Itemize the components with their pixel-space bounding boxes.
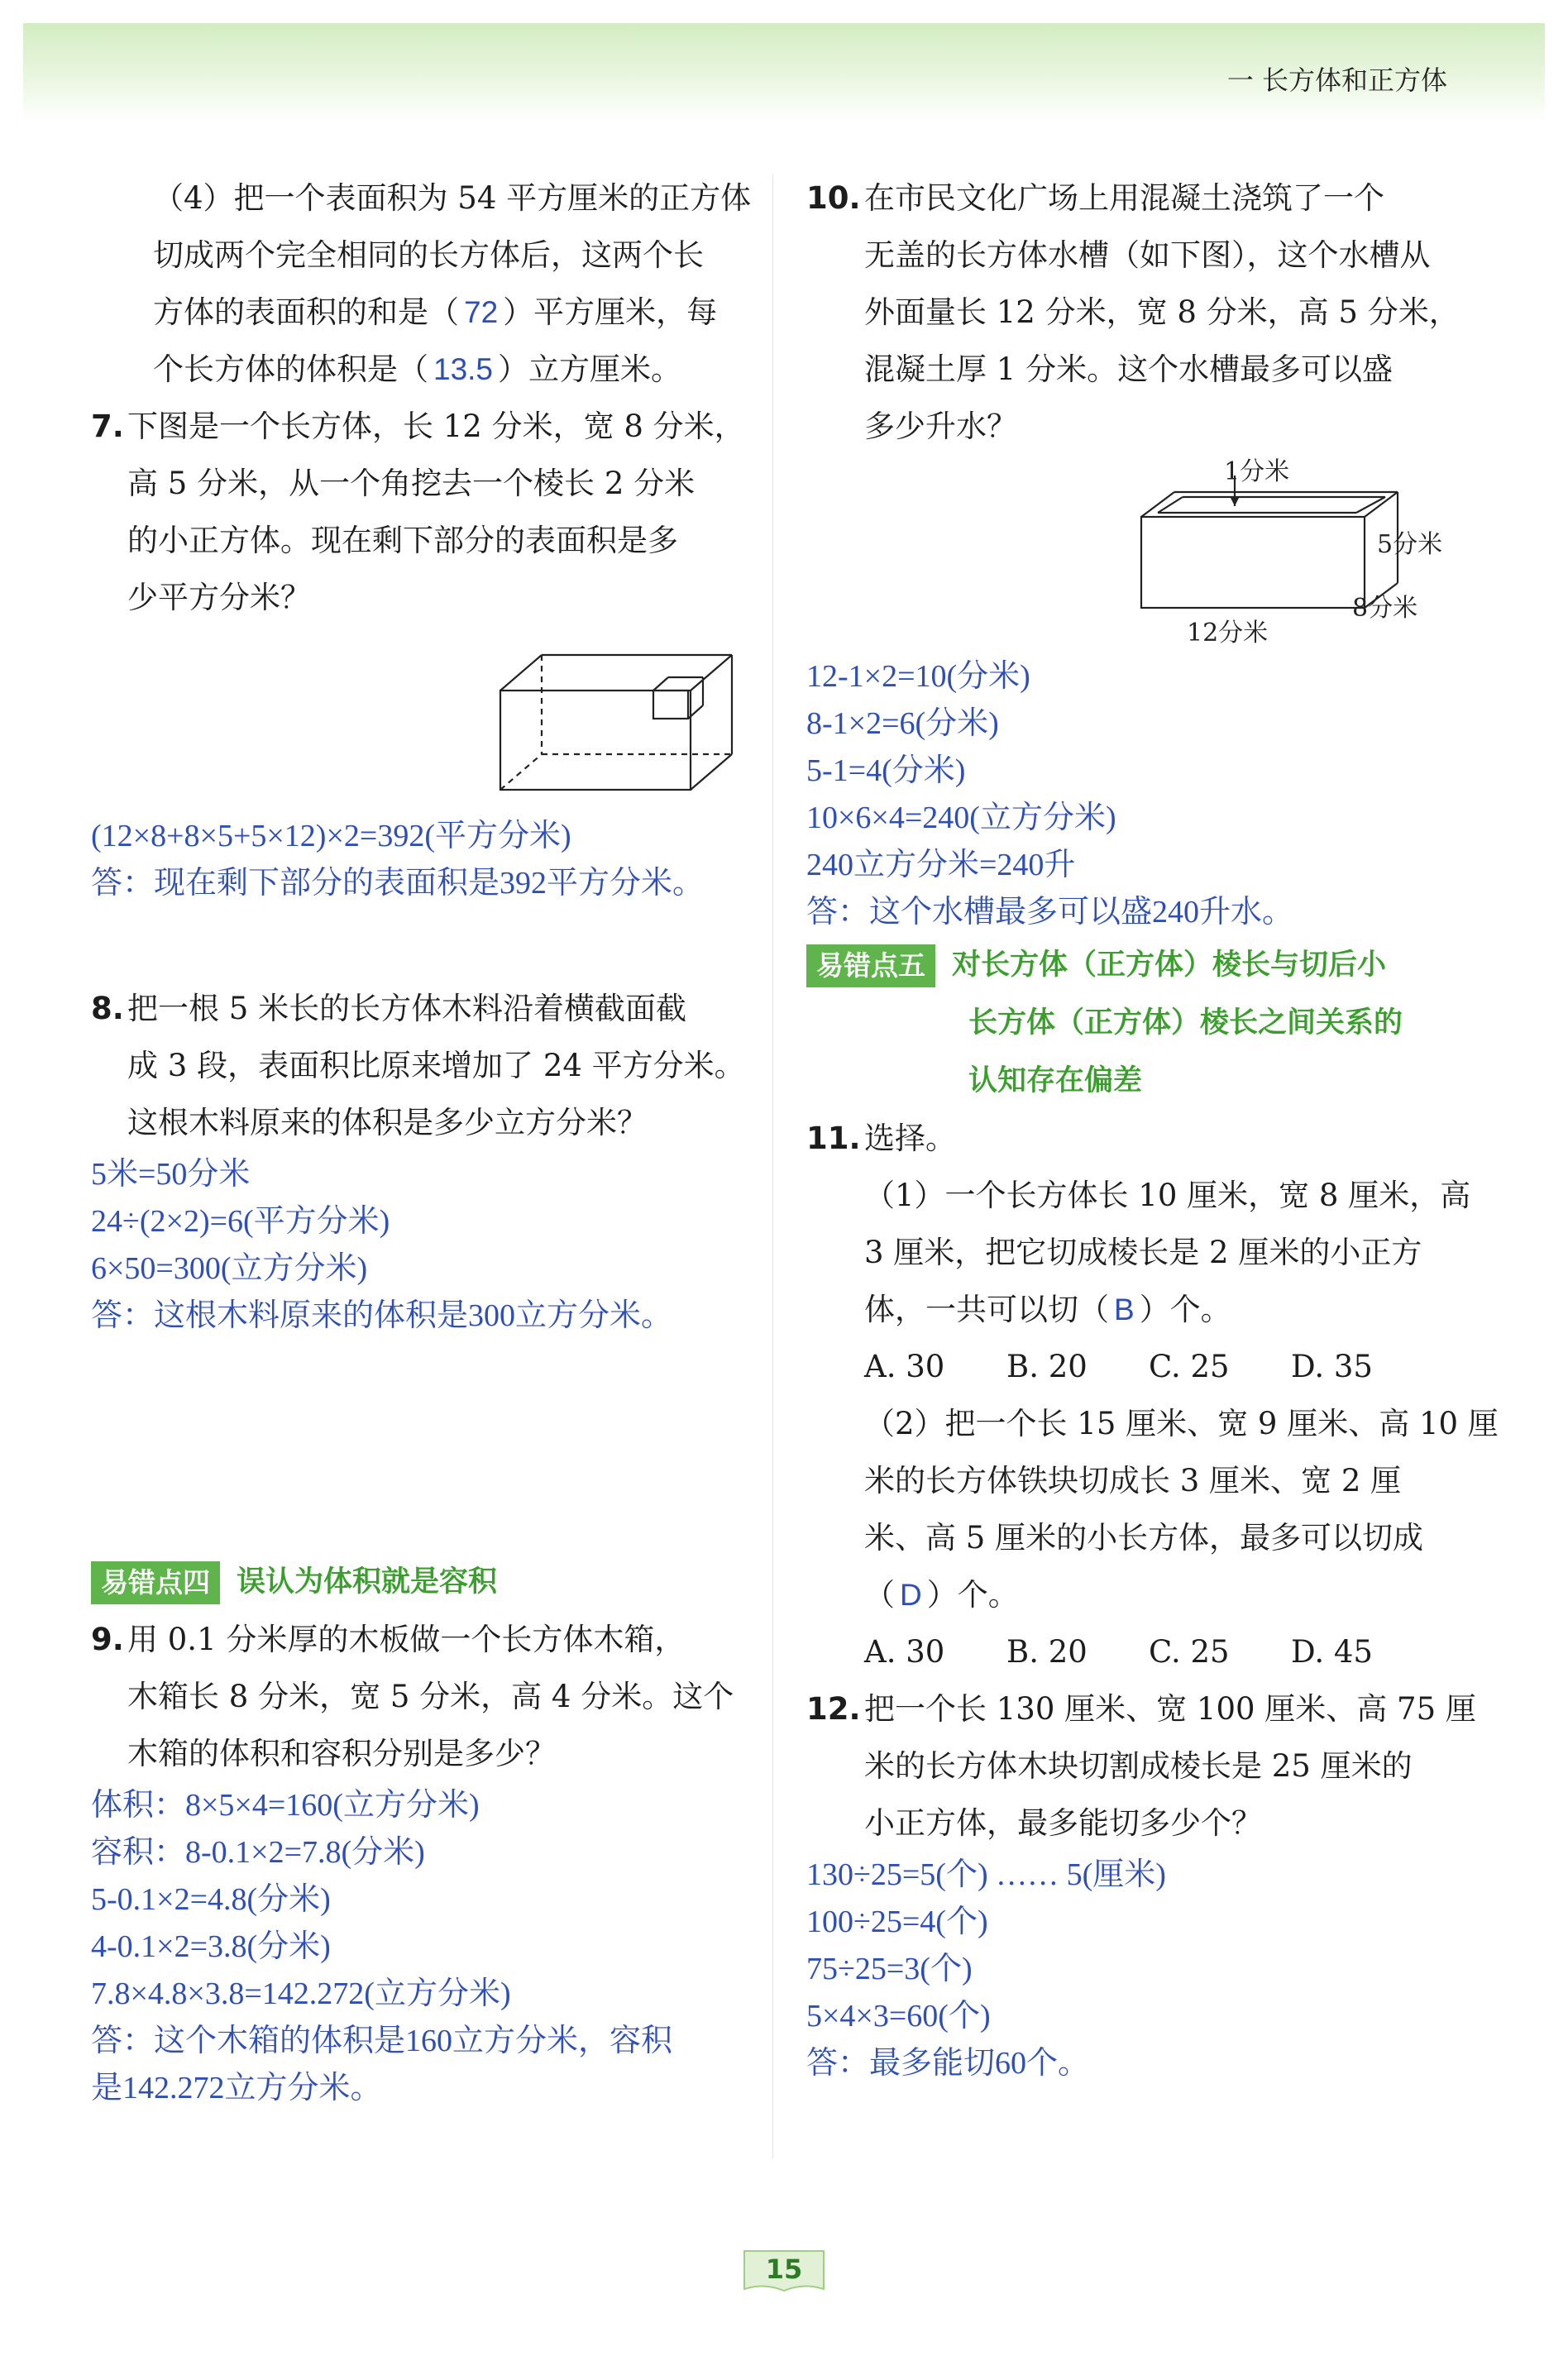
q8-answer-line1: 5米=50分米 bbox=[91, 1157, 251, 1192]
q12-answer-line5: 答：最多能切60个。 bbox=[806, 2046, 1090, 2081]
q7-line4: 少平方分米？ bbox=[127, 580, 311, 615]
q12-line3: 小正方体，最多能切多少个？ bbox=[864, 1805, 1262, 1841]
mistake-point-4: 易错点四 误认为体积就是容积 bbox=[91, 1553, 744, 1611]
q10-line2: 无盖的长方体水槽（如下图），这个水槽从 bbox=[864, 237, 1431, 273]
q10-answer-line5: 240立方分米=240升 bbox=[806, 848, 1076, 882]
q9-answer-line3: 5-0.1×2=4.8(分米) bbox=[91, 1882, 331, 1917]
q7-answer-line2: 答：现在剩下部分的表面积是392平方分米。 bbox=[91, 866, 705, 901]
q8-number: 8. bbox=[91, 991, 124, 1026]
q12-answer-line2: 100÷25=4(个) bbox=[806, 1905, 988, 1939]
q11-part2-line3: 米、高 5 厘米的小长方体，最多可以切成 bbox=[864, 1520, 1424, 1556]
q12-line2: 米的长方体木块切割成棱长是 25 厘米的 bbox=[864, 1748, 1413, 1784]
q7-number: 7. bbox=[91, 409, 124, 444]
option-b: B. 20 bbox=[1006, 1349, 1088, 1384]
q12-answer-line1: 130÷25=5(个) …… 5(厘米) bbox=[806, 1857, 1166, 1892]
q9-answer-line6: 答：这个木箱的体积是160立方分米，容积 bbox=[91, 2024, 673, 2058]
q7-figure bbox=[91, 626, 744, 800]
q11-part1-line3: 体，一共可以切（ B ）个。 bbox=[864, 1292, 1231, 1327]
mistake-point-5: 易错点五 对长方体（正方体）棱长与切后小 bbox=[806, 936, 1460, 994]
option-c: C. 25 bbox=[1149, 1349, 1230, 1384]
q11-title: 11. 选择。 bbox=[806, 1110, 1460, 1167]
q8-line1: 8. 把一根 5 米长的长方体木料沿着横截面截 bbox=[91, 980, 744, 1037]
q10-line1: 10. 在市民文化广场上用混凝土浇筑了一个 bbox=[806, 170, 1460, 227]
q12-line1: 12. 把一个长 130 厘米、宽 100 厘米、高 75 厘 bbox=[806, 1680, 1460, 1737]
mistake-point-5-label: 易错点五 bbox=[806, 944, 935, 987]
q11-part1-answer: B bbox=[1114, 1293, 1135, 1326]
left-column bbox=[91, 170, 752, 2112]
q8-line3: 这根木料原来的体积是多少立方分米？ bbox=[127, 1105, 648, 1140]
q6-part4-line3: 方体的表面积的和是（ 72 ）平方厘米，每 bbox=[153, 294, 718, 330]
q11-part1-line1: （1）一个长方体长 10 厘米，宽 8 厘米，高 bbox=[864, 1178, 1471, 1213]
q9-answer-line2: 容积：8-0.1×2=7.8(分米) bbox=[91, 1835, 425, 1870]
q6-part4-line4: 个长方体的体积是（ 13.5 ）立方厘米。 bbox=[153, 351, 682, 387]
q10-line5: 多少升水？ bbox=[864, 409, 1017, 444]
q6-part4-answer1: 72 bbox=[464, 295, 499, 329]
q9-number: 9. bbox=[91, 1622, 124, 1657]
q12-answer-line3: 75÷25=3(个) bbox=[806, 1952, 973, 1986]
q9-answer-line7: 是142.272立方分米。 bbox=[91, 2071, 382, 2105]
q10-answer-line4: 10×6×4=240(立方分米) bbox=[806, 801, 1116, 835]
q10-answer-line6: 答：这个水槽最多可以盛240升水。 bbox=[806, 895, 1294, 930]
q11-part2-answer: D bbox=[900, 1578, 922, 1612]
cuboid-with-notch-figure bbox=[91, 626, 744, 800]
q11-part2-options bbox=[806, 1623, 1460, 1680]
q9-answer-line5: 7.8×4.8×3.8=142.272(立方分米) bbox=[91, 1976, 511, 2011]
option-c: C. 25 bbox=[1149, 1634, 1230, 1670]
option-a: A. 30 bbox=[864, 1634, 945, 1670]
q7-line1: 7. 下图是一个长方体，长 12 分米，宽 8 分米， bbox=[91, 398, 744, 455]
fig-width-label: 8分米 bbox=[1352, 594, 1418, 623]
chapter-title: 一 长方体和正方体 bbox=[1226, 65, 1447, 96]
q10-line3: 外面量长 12 分米，宽 8 分米，高 5 分米， bbox=[864, 294, 1460, 330]
q7-line3: 的小正方体。现在剩下部分的表面积是多 bbox=[127, 523, 678, 558]
q11-part2-line1: （2）把一个长 15 厘米、宽 9 厘米、高 10 厘 bbox=[864, 1406, 1499, 1441]
q8-answer-line4: 答：这根木料原来的体积是300立方分米。 bbox=[91, 1298, 673, 1333]
option-d: D. 45 bbox=[1291, 1634, 1373, 1670]
q12-answer-line4: 5×4×3=60(个) bbox=[806, 1999, 991, 2034]
q11-part2-line4: （ D ）个。 bbox=[864, 1577, 1019, 1613]
q9-line3: 木箱的体积和容积分别是多少？ bbox=[127, 1736, 556, 1771]
q10-answer-line1: 12-1×2=10(分米) bbox=[806, 659, 1030, 694]
fig-length-label: 12分米 bbox=[1187, 619, 1269, 648]
q6-part4-line1: （4）把一个表面积为 54 平方厘米的正方体 bbox=[153, 180, 752, 216]
q9-answer-line4: 4-0.1×2=3.8(分米) bbox=[91, 1929, 331, 1964]
option-a: A. 30 bbox=[864, 1349, 945, 1384]
q11-number: 11. bbox=[806, 1121, 861, 1156]
q10-answer-line3: 5-1=4(分米) bbox=[806, 753, 966, 788]
q11-part2-line2: 米的长方体铁块切成长 3 厘米、宽 2 厘 bbox=[864, 1463, 1402, 1498]
mistake-point-4-label: 易错点四 bbox=[91, 1561, 220, 1604]
q8-answer-line2: 24÷(2×2)=6(平方分米) bbox=[91, 1204, 390, 1239]
q10-line4: 混凝土厚 1 分米。这个水槽最多可以盛 bbox=[864, 351, 1394, 387]
q8-line2: 成 3 段，表面积比原来增加了 24 平方分米。 bbox=[127, 1048, 745, 1083]
q11-part1-options bbox=[806, 1338, 1460, 1395]
right-column bbox=[806, 170, 1499, 2087]
fig-height-label: 5分米 bbox=[1377, 530, 1443, 559]
page-number: 15 bbox=[765, 2253, 803, 2285]
q7-line2: 高 5 分米，从一个角挖去一个棱长 2 分米 bbox=[127, 466, 696, 501]
q7-answer-line1: (12×8+8×5+5×12)×2=392(平方分米) bbox=[91, 819, 571, 853]
q9-line1: 9. 用 0.1 分米厚的木板做一个长方体木箱， bbox=[91, 1611, 744, 1668]
q10-number: 10. bbox=[806, 180, 861, 216]
q6-part4-answer2: 13.5 bbox=[433, 352, 494, 386]
q12-number: 12. bbox=[806, 1691, 861, 1727]
fig-thickness-label: 1分米 bbox=[1224, 457, 1290, 486]
option-d: D. 35 bbox=[1291, 1349, 1373, 1384]
q10-figure bbox=[806, 455, 1460, 653]
q11-part1-line2: 3 厘米，把它切成棱长是 2 厘米的小正方 bbox=[864, 1235, 1422, 1270]
q9-answer-line1: 体积：8×5×4=160(立方分米) bbox=[91, 1788, 480, 1823]
q8-answer-line3: 6×50=300(立方分米) bbox=[91, 1251, 368, 1286]
water-tank-figure bbox=[806, 455, 1460, 653]
option-b: B. 20 bbox=[1006, 1634, 1088, 1670]
column-divider bbox=[772, 174, 773, 2158]
q10-answer-line2: 8-1×2=6(分米) bbox=[806, 706, 999, 741]
mistake-point-5-line3: 认知存在偏差 bbox=[968, 1064, 1143, 1097]
q9-line2: 木箱长 8 分米，宽 5 分米，高 4 分米。这个 bbox=[127, 1679, 734, 1714]
mistake-point-5-line2: 长方体（正方体）棱长之间关系的 bbox=[968, 1006, 1403, 1040]
q6-part4-line2: 切成两个完全相同的长方体后，这两个长 bbox=[153, 237, 704, 273]
